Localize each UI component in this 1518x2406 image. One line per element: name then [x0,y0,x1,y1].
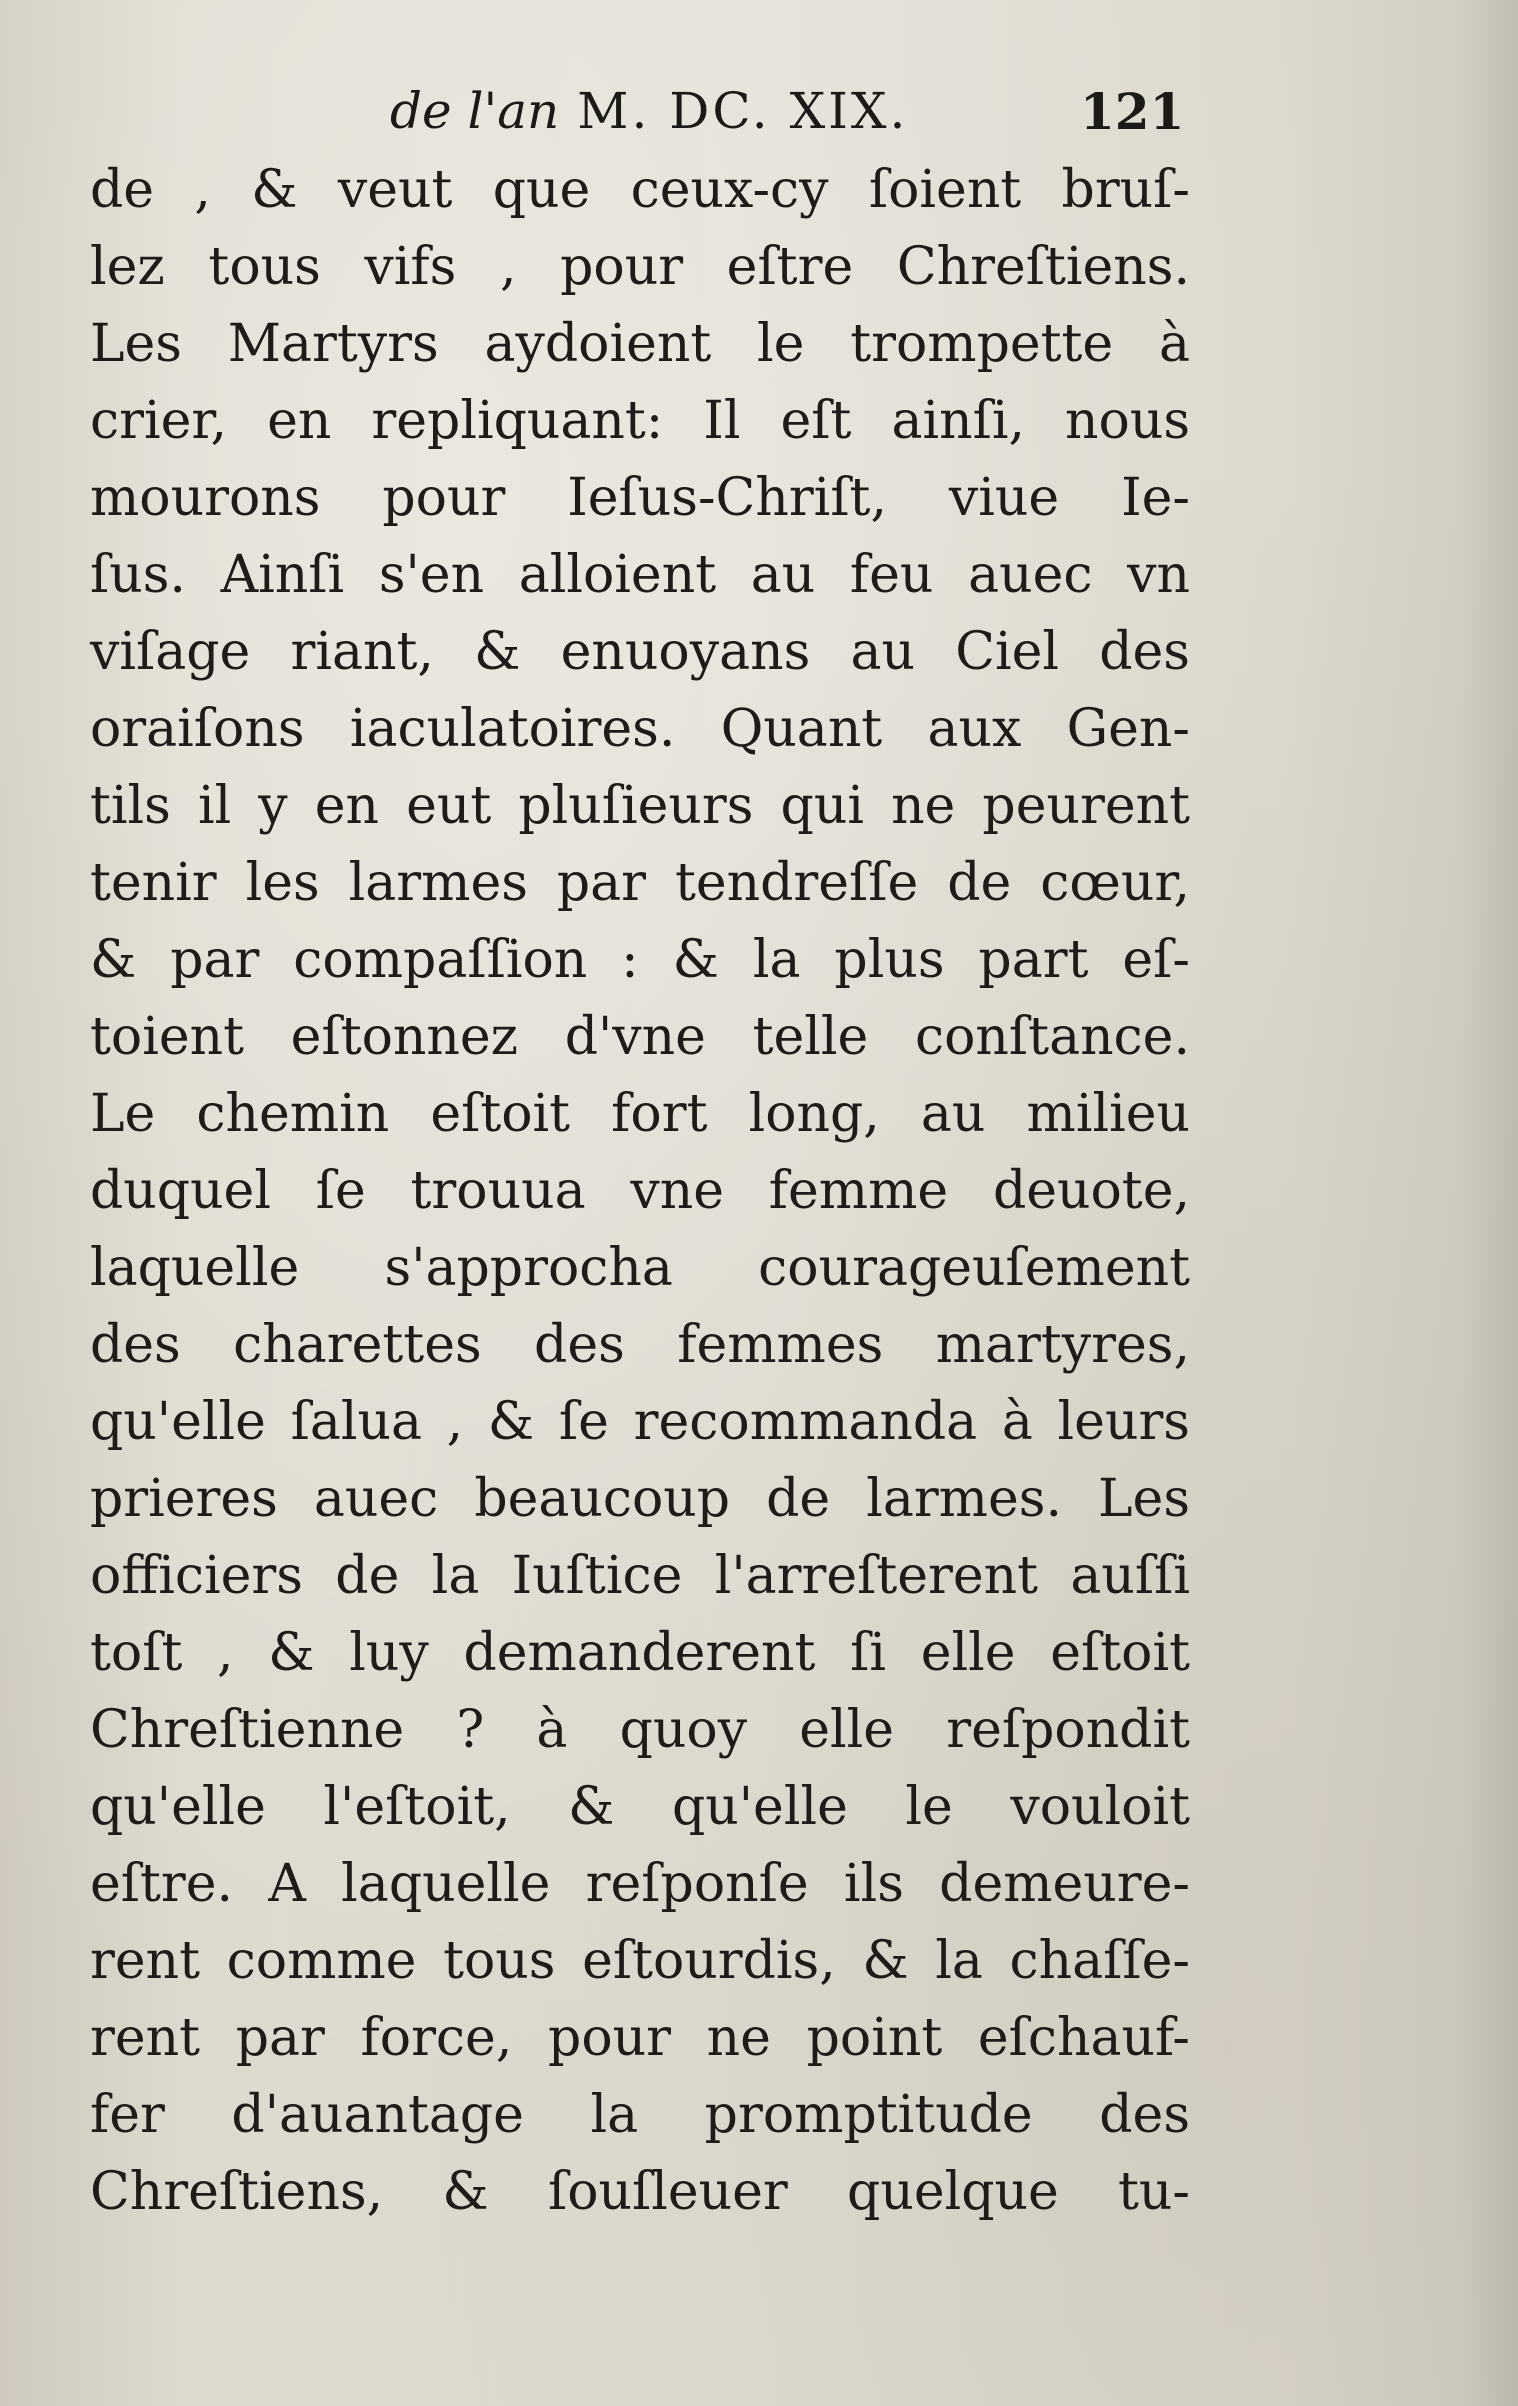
text-line: prieres auec beaucoup de larmes. Les [90,1469,1190,1529]
body-text [90,152,1190,2231]
text-line: tenir les larmes par tendreſſe de cœur, [90,853,1190,913]
page-header [90,82,1190,152]
text-line: qu'elle l'eſtoit, & qu'elle le vouloit [90,1777,1190,1837]
text-line: Le chemin eſtoit fort long, au milieu [90,1084,1190,1144]
text-line: des charettes des femmes martyres, [90,1315,1190,1375]
text-line: rent par force, pour ne point eſchauf- [90,2008,1190,2068]
text-line: oraiſons iaculatoires. Quant aux Gen- [90,699,1190,759]
text-line: qu'elle ſalua , & ſe recommanda à leurs [90,1392,1190,1452]
text-line: mourons pour Ieſus-Chriſt, viue Ie- [90,468,1190,528]
text-line: de , & veut que ceux-cy ſoient bruſ- [90,160,1190,220]
text-line: toient eſtonnez d'vne telle conſtance. [90,1007,1190,1067]
text-line: ſus. Ainſi s'en alloient au feu auec vn [90,545,1190,605]
text-line: Chreſtiens, & ſouſleuer quelque tu- [90,2162,1190,2222]
text-line: fer d'auantage la promptitude des [90,2085,1190,2145]
text-line: Les Martyrs aydoient le trompette à [90,314,1190,374]
text-line: duquel ſe trouua vne femme deuote, [90,1161,1190,1221]
text-line: Chreſtienne ? à quoy elle reſpondit [90,1700,1190,1760]
text-line: & par compaſſion : & la plus part eſ- [90,930,1190,990]
text-line: officiers de la Iuſtice l'arreſterent auſſi [90,1546,1190,1606]
text-line: viſage riant, & enuoyans au Ciel des [90,622,1190,682]
text-line: eſtre. A laquelle reſponſe ils demeure- [90,1854,1190,1914]
text-line: crier, en repliquant: Il eſt ainſi, nous [90,391,1190,451]
running-title-italic: de l'an [390,82,560,140]
text-line: lez tous vifs , pour eſtre Chreſtiens. [90,237,1190,297]
text-line: tils il y en eut pluſieurs qui ne peurent [90,776,1190,836]
text-line: laquelle s'approcha courageuſement [90,1238,1190,1298]
page-number: 121 [1080,82,1185,141]
text-line: toſt , & luy demanderent ſi elle eſtoit [90,1623,1190,1683]
running-title-year: M. DC. XIX. [577,82,909,140]
text-line: rent comme tous eſtourdis, & la chaſſe- [90,1931,1190,1991]
page-edge-shadow [1458,0,1518,2406]
running-title [390,82,908,140]
